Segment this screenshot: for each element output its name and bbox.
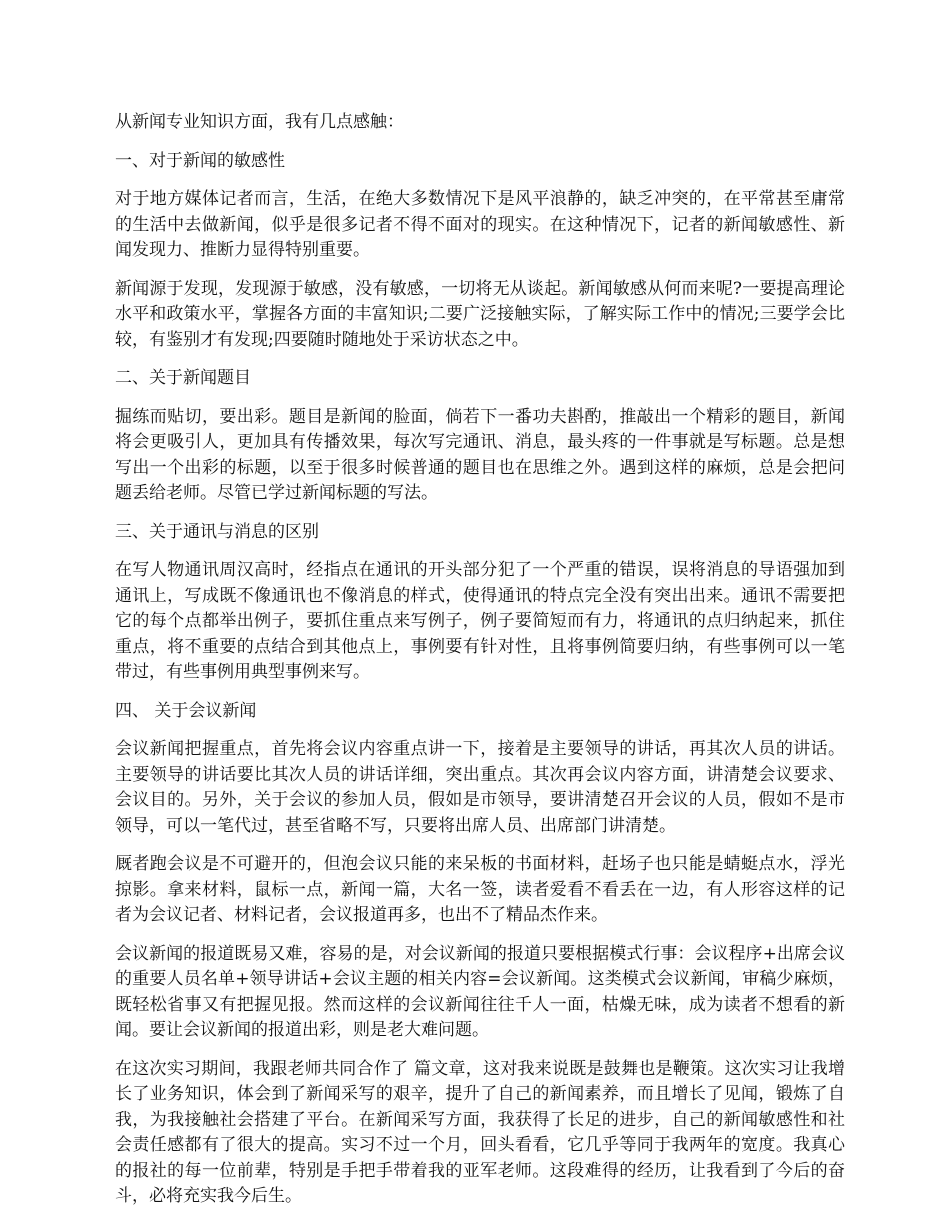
section-heading-feature-vs-news: 三、关于通讯与消息的区别: [115, 521, 319, 542]
section-heading-meeting-news: 四、 关于会议新闻: [115, 700, 257, 721]
section-heading-titles: 二、关于新闻题目: [115, 368, 251, 388]
document-body: [115, 110, 845, 1223]
body-paragraph: 新闻源于发现，发现源于敏感，没有敏感，一切将无从谈起。新闻敏感从何而来呢?一要提高理论水平和政策水平，掌握各方面的丰富知识;二要广泛接触实际，了解实际工作中的情况;三要学会比较，有鉴别才有发现;四要随时随地处于采访状态之中。: [115, 278, 846, 350]
body-paragraph: 厩者跑会议是不可避开的，但泡会议只能的来呆板的书面材料，赶场子也只能是蜻蜓点水，浮光掠影。拿来材料，鼠标一点，新闻一篇，大名一签，读者爱看不看丢在一边，有人形容这样的记者为会议记者、材料记者，会议报道再多，也出不了精品杰作来。: [115, 854, 845, 925]
section-heading-sensitivity: 一、对于新闻的敏感性: [115, 150, 285, 171]
body-paragraph: 会议新闻把握重点，首先将会议内容重点讲一下，接着是主要领导的讲话，再其次人员的讲话。主要领导的讲话要比其次人员的讲话详细，突出重点。其次再会议内容方面，讲清楚会议要求、会议目的。另外，关于会议的参加人员，假如是市领导，要讲清楚召开会议的人员，假如不是市领导，可以一笔代过，甚至省略不写，只要将出席人员、出席部门讲清楚。: [115, 739, 845, 836]
body-paragraph: 在写人物通讯周汉高时，经指点在通讯的开头部分犯了一个严重的错误，误将消息的导语强加到通讯上，写成既不像通讯也不像消息的样式，使得通讯的特点完全没有突出出来。通讯不需要把它的每个点都举出例子，要抓住重点来写例子，例子要简短而有力，将通讯的点归纳起来，抓住重点，将不重要的点结合到其他点上，事例要有针对性，且将事例简要归纳，有些事例可以一笔带过，有些事例用典型事例来写。: [115, 560, 845, 682]
intro-paragraph: 从新闻专业知识方面，我有几点感触：: [115, 112, 404, 132]
body-paragraph: 会议新闻的报道既易又难，容易的是，对会议新闻的报道只要根据模式行事：会议程序+出席会议的重要人员名单+领导讲话+会议主题的相关内容=会议新闻。这类模式会议新闻，审稿少麻烦，既轻松省事又有把握见报。然而这样的会议新闻往往千人一面，枯燥无味，成为读者不想看的新闻。要让会议新闻的报道出彩，则是老大难问题。: [115, 943, 845, 1040]
body-paragraph: 对于地方媒体记者而言，生活，在绝大多数情况下是风平浪静的，缺乏冲突的，在平常甚至庸常的生活中去做新闻，似乎是很多记者不得不面对的现实。在这种情况下，记者的新闻敏感性、新闻发现力、推断力显得特别重要。: [115, 189, 845, 260]
body-paragraph: 掘练而贴切，要出彩。题目是新闻的脸面，倘若下一番功夫斟酌，推敲出一个精彩的题目，新闻将会更吸引人，更加具有传播效果，每次写完通讯、消息，最头疼的一件事就是写标题。总是想写出一个出彩的标题，以至于很多时候普通的题目也在思维之外。遇到这样的麻烦，总是会把问题丢给老师。尽管已学过新闻标题的写法。: [115, 406, 845, 503]
conclusion-paragraph: 在这次实习期间，我跟老师共同合作了 篇文章，这对我来说既是鼓舞也是鞭策。这次实习让我增长了业务知识，体会到了新闻采写的艰辛，提升了自己的新闻素养，而且增长了见闻，锻炼了自我，为我接触社会搭建了平台。在新闻采写方面，我获得了长足的进步，自己的新闻敏感性和社会责任感都有了很大的提高。实习不过一个月，回头看看，它几乎等同于我两年的宽度。我真心的报社的每一位前辈，特别是手把手带着我的亚军老师。这段难得的经历，让我看到了今后的奋斗，必将充实我今后生。: [115, 1058, 845, 1206]
